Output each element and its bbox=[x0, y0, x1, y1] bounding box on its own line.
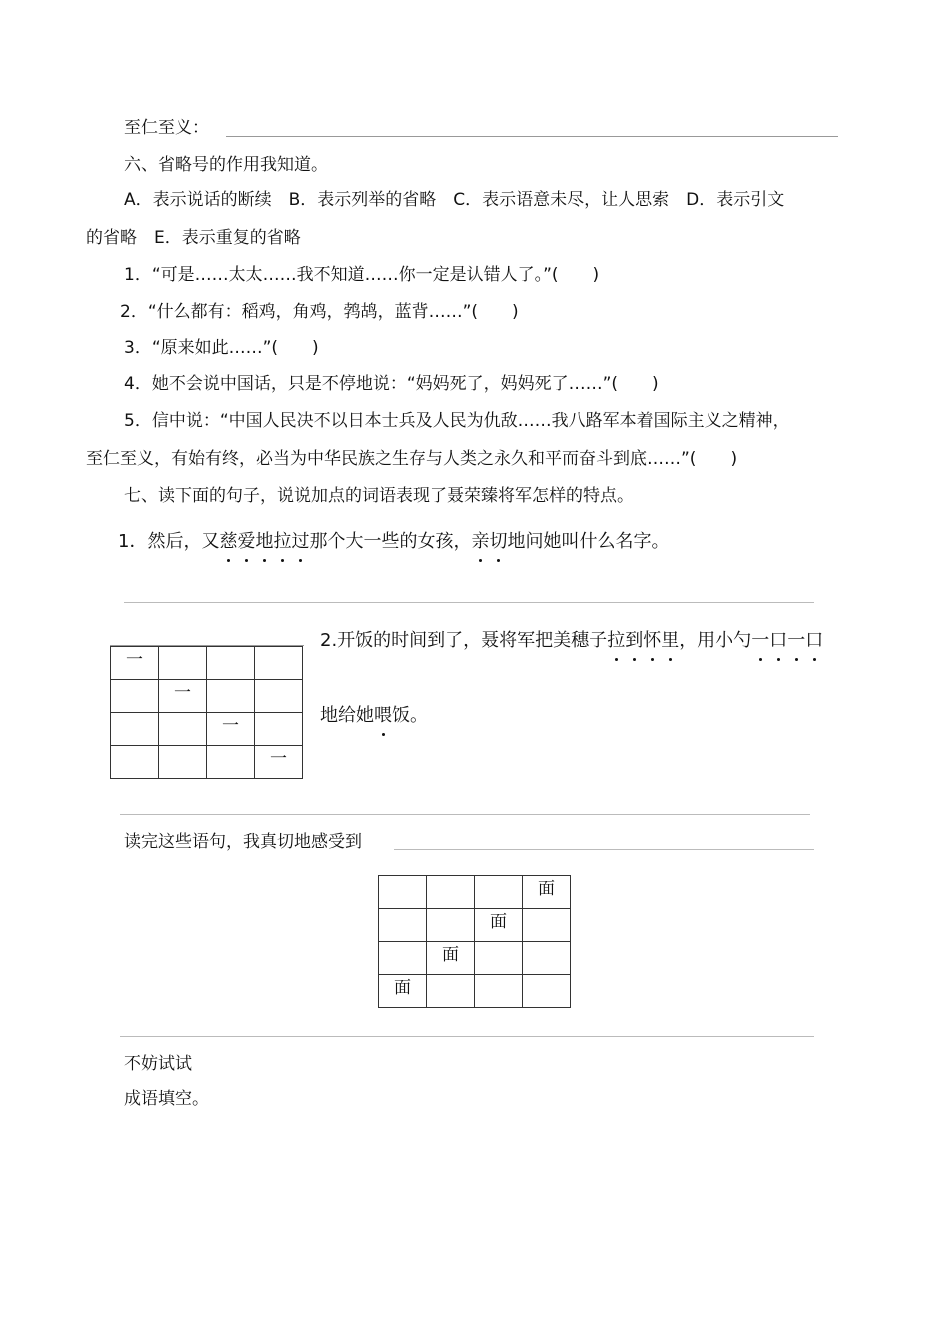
sentence-2-line2-pre: 地给她 bbox=[320, 705, 374, 726]
grid2-cell[interactable] bbox=[523, 909, 571, 942]
sentence-1-pre: 1．然后，又 bbox=[118, 531, 220, 552]
sentence-2-pre: 2.开饭的时间到了，聂将军把美穗子 bbox=[320, 630, 608, 651]
grid1-cell[interactable] bbox=[255, 647, 303, 680]
sentence-2-line2 bbox=[320, 705, 428, 727]
grid2-cell[interactable] bbox=[475, 942, 523, 975]
emphasis-char: 喂 bbox=[374, 705, 392, 726]
grid1-cell[interactable] bbox=[207, 680, 255, 713]
section-6-question-3: 3．“原来如此……”( ) bbox=[124, 338, 319, 358]
emphasis-char: 切 bbox=[489, 531, 508, 552]
grid1-row bbox=[111, 746, 303, 779]
grid1-row bbox=[111, 680, 303, 713]
emphasis-char: 怀 bbox=[643, 630, 662, 651]
grid2-cell[interactable] bbox=[427, 909, 475, 942]
grid1-cell: 一 bbox=[207, 713, 255, 746]
grid2-cell[interactable] bbox=[427, 876, 475, 909]
grid1-cell: 一 bbox=[111, 647, 159, 680]
grid2-row bbox=[379, 975, 571, 1008]
grid1-cell[interactable] bbox=[111, 680, 159, 713]
emphasis-char: 拉 bbox=[273, 531, 292, 552]
emphasis-char: 亲 bbox=[471, 531, 490, 552]
grid1-cell[interactable] bbox=[159, 713, 207, 746]
grid2-cell: 面 bbox=[379, 975, 427, 1008]
section-6-question-5-line1: 5．信中说：“中国人民决不以日本士兵及人民为仇敌……我八路军本着国际主义之精神， bbox=[124, 411, 790, 431]
zhiren-prompt: 至仁至义： bbox=[124, 118, 209, 138]
sentence-2-emphasis-2 bbox=[751, 630, 823, 651]
grid1-cell[interactable] bbox=[159, 647, 207, 680]
section-6-question-1: 1．“可是……太太……我不知道……你一定是认错人了。”( ) bbox=[124, 265, 600, 285]
grid1-row bbox=[111, 647, 303, 680]
sentence-2-emphasis-1 bbox=[607, 630, 679, 651]
grid2-cell[interactable] bbox=[523, 942, 571, 975]
section-7-heading: 七、读下面的句子，说说加点的词语表现了聂荣臻将军怎样的特点。 bbox=[124, 486, 634, 506]
footer-line-1: 不妨试试 bbox=[124, 1054, 192, 1074]
idiom-grid-2[interactable] bbox=[378, 875, 571, 1008]
grid1-row bbox=[111, 713, 303, 746]
section-6-options-line2: 的省略 E．表示重复的省略 bbox=[86, 228, 301, 248]
section-6-heading: 六、省略号的作用我知道。 bbox=[124, 155, 328, 175]
section-6-question-2: 2．“什么都有：稻鸡，角鸡，鹁鸪，蓝背……”( ) bbox=[120, 302, 519, 322]
grid1-cell[interactable] bbox=[255, 713, 303, 746]
emphasis-char: 口 bbox=[769, 630, 788, 651]
section-6-question-5-line2: 至仁至义，有始有终，必当为中华民族之生存与人类之永久和平而奋斗到底……”( ) bbox=[86, 449, 738, 469]
grid1-cell[interactable] bbox=[111, 746, 159, 779]
feel-prompt: 读完这些语句，我真切地感受到 bbox=[124, 832, 362, 852]
sentence-1 bbox=[118, 531, 669, 553]
section-6-question-4: 4．她不会说中国话，只是不停地说：“妈妈死了，妈妈死了……”( ) bbox=[124, 374, 659, 394]
emphasis-char: 地 bbox=[255, 531, 274, 552]
grid2-row bbox=[379, 942, 571, 975]
grid1-cell: 一 bbox=[255, 746, 303, 779]
grid2-cell[interactable] bbox=[475, 876, 523, 909]
grid1-cell[interactable] bbox=[207, 746, 255, 779]
idiom-grid-2-body bbox=[379, 876, 571, 1008]
sentence-2-answer-line[interactable] bbox=[120, 814, 810, 815]
grid2-cell[interactable] bbox=[475, 975, 523, 1008]
bottom-answer-line[interactable] bbox=[120, 1036, 814, 1037]
feel-answer-line[interactable] bbox=[394, 849, 814, 850]
grid1-cell: 一 bbox=[159, 680, 207, 713]
grid1-cell[interactable] bbox=[159, 746, 207, 779]
grid1-cell[interactable] bbox=[255, 680, 303, 713]
emphasis-char: 到 bbox=[625, 630, 644, 651]
sentence-2-mid: ，用小勺 bbox=[679, 630, 752, 651]
grid2-cell[interactable] bbox=[379, 876, 427, 909]
emphasis-char: 过 bbox=[291, 531, 310, 552]
sentence-2-line2-post: 饭。 bbox=[392, 705, 428, 726]
emphasis-char: 拉 bbox=[607, 630, 626, 651]
grid2-cell[interactable] bbox=[379, 909, 427, 942]
grid2-cell: 面 bbox=[427, 942, 475, 975]
sentence-1-emphasis-1 bbox=[219, 531, 309, 552]
zhiren-answer-line[interactable] bbox=[226, 136, 838, 137]
emphasis-char: 慈 bbox=[219, 531, 238, 552]
sentence-2-line1 bbox=[320, 630, 823, 652]
sentence-1-emphasis-2 bbox=[471, 531, 507, 552]
emphasis-char: 里 bbox=[661, 630, 680, 651]
grid2-cell[interactable] bbox=[427, 975, 475, 1008]
grid2-cell[interactable] bbox=[379, 942, 427, 975]
idiom-grid-1[interactable] bbox=[110, 646, 303, 779]
emphasis-char: 一 bbox=[751, 630, 770, 651]
sentence-1-answer-line[interactable] bbox=[124, 602, 814, 603]
grid2-cell: 面 bbox=[475, 909, 523, 942]
sentence-1-mid: 那个大一些的女孩， bbox=[309, 531, 472, 552]
idiom-grid-1-body bbox=[111, 647, 303, 779]
sentence-1-post: 地问她叫什么名字。 bbox=[507, 531, 670, 552]
grid2-cell[interactable] bbox=[523, 975, 571, 1008]
grid2-row bbox=[379, 876, 571, 909]
emphasis-char: 爱 bbox=[237, 531, 256, 552]
grid1-cell[interactable] bbox=[207, 647, 255, 680]
grid2-row bbox=[379, 909, 571, 942]
sentence-2-emphasis-3 bbox=[374, 705, 392, 726]
emphasis-char: 一 bbox=[787, 630, 806, 651]
footer-line-2: 成语填空。 bbox=[124, 1089, 209, 1109]
section-6-options-line1: A．表示说话的断续 B．表示列举的省略 C．表示语意未尽，让人思索 D．表示引文 bbox=[124, 190, 785, 210]
grid2-cell: 面 bbox=[523, 876, 571, 909]
emphasis-char: 口 bbox=[805, 630, 824, 651]
grid1-cell[interactable] bbox=[111, 713, 159, 746]
